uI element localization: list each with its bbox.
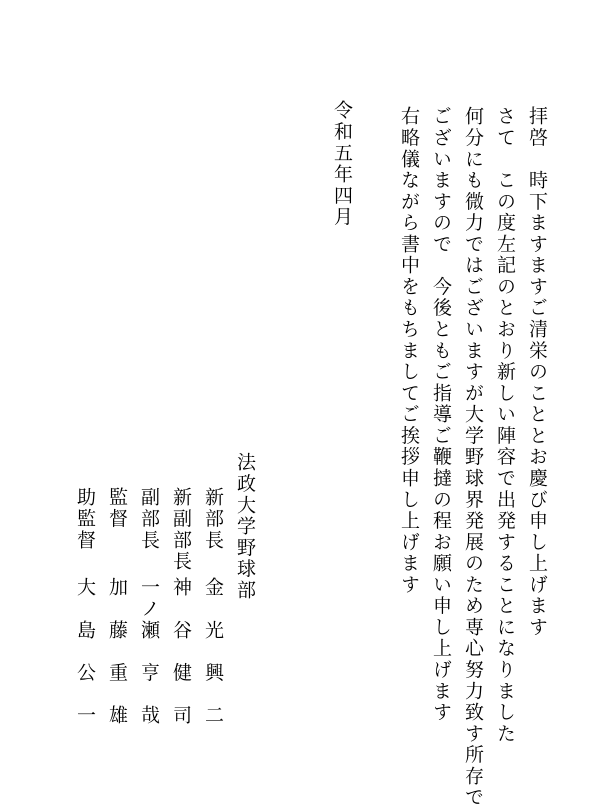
member-title-1: 新部長 — [202, 487, 224, 551]
member-name-1: 金 光 興 二 — [202, 577, 224, 726]
letter-line-4: ございますので 今後ともご指導ご鞭撻の程お願い申し上げます — [430, 106, 452, 724]
member-title-4: 監督 — [106, 487, 128, 530]
letter-date: 令和五年四月 — [331, 100, 353, 228]
member-name-2: 神 谷 健 司 — [170, 577, 192, 726]
member-name-3: 一ノ瀬 亨 哉 — [138, 577, 160, 726]
letter-line-2: さて この度左記のとおり新しい陣容で出発することになりました — [494, 106, 516, 745]
signature-organization: 法政大学野球部 — [234, 452, 256, 601]
member-title-3: 副部長 — [138, 487, 160, 551]
member-name-4: 加 藤 重 雄 — [106, 577, 128, 726]
letter-line-1: 拝啓 時下ますますご清栄のこととお慶び申し上げます — [526, 106, 548, 638]
member-title-2: 新副部長 — [170, 487, 192, 573]
member-name-5: 大 島 公 一 — [74, 577, 96, 726]
letter-line-5: 右略儀ながら書中をもちましてご挨拶申し上げます — [398, 106, 420, 596]
member-title-5: 助監督 — [74, 487, 96, 551]
letter-line-3: 何分にも微力ではございますが大学野球界発展のため専心努力致す所存で — [462, 106, 484, 808]
